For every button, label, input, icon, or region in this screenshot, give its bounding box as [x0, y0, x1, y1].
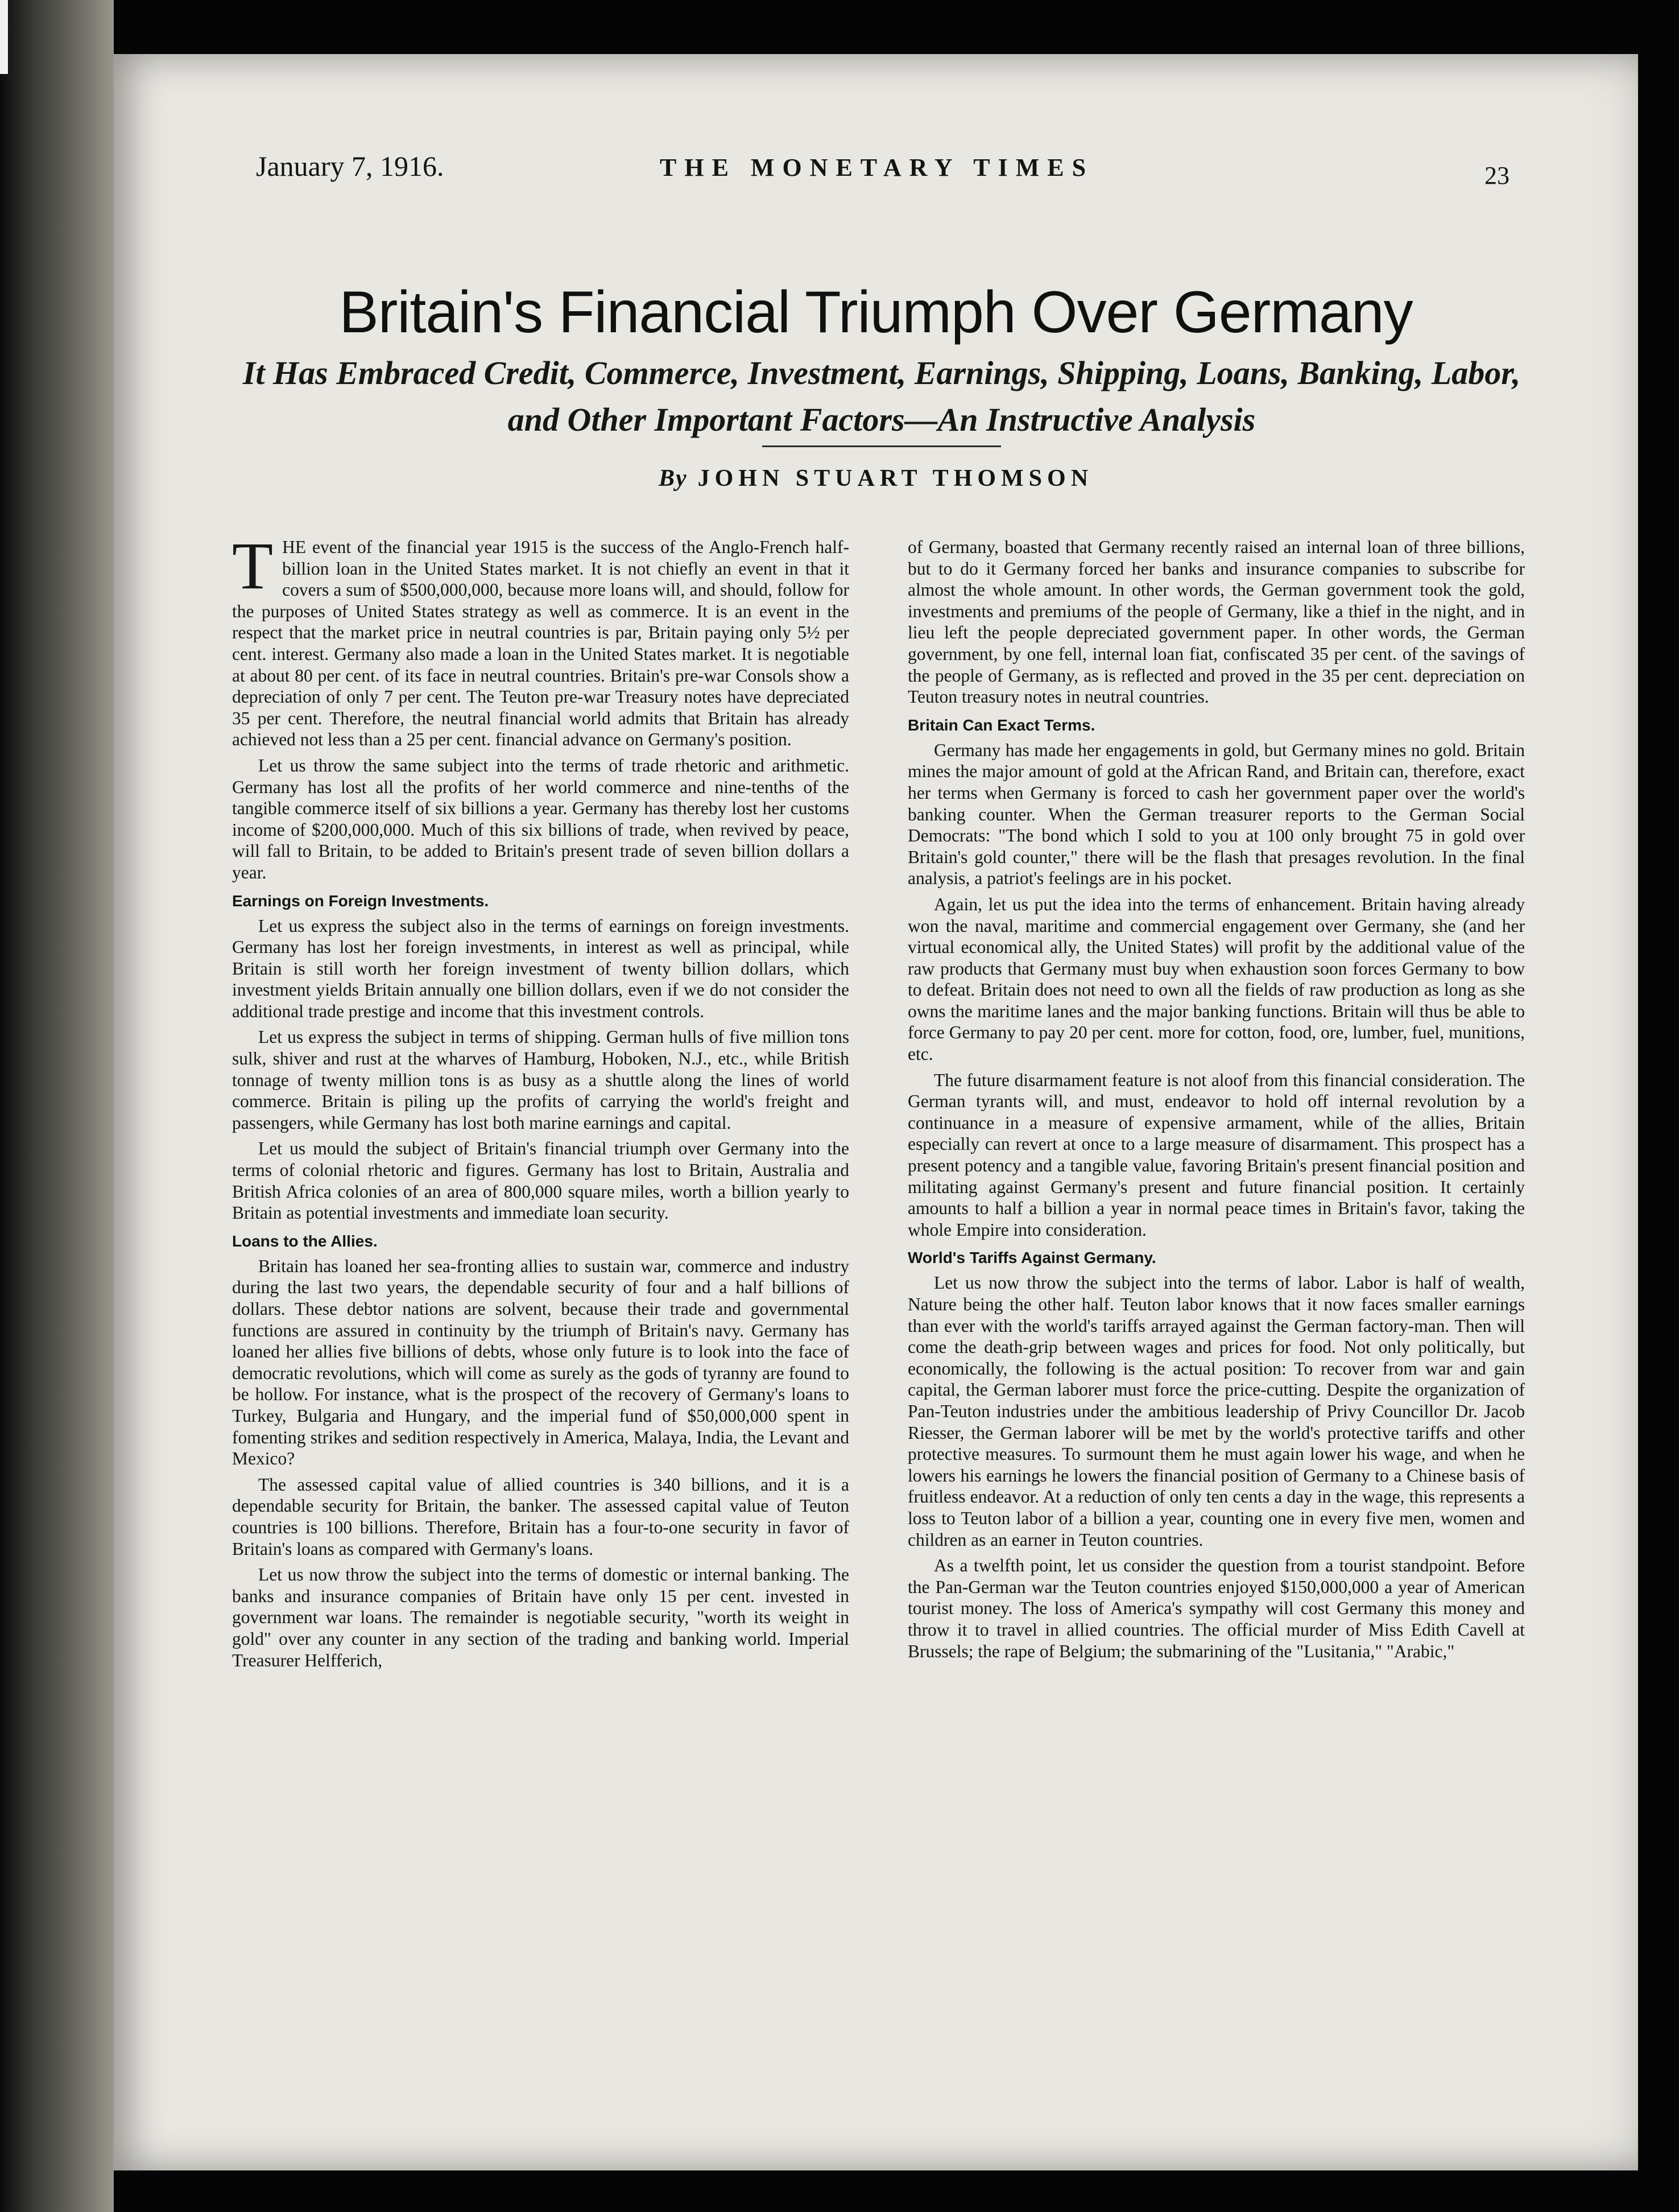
paragraph: The assessed capital value of allied countries is 340 billions, and it is a dependable security for Britain, the banker. The assessed capital value of Teuton countries is 100 billions. Therefore, Britain has a four-to-one security in favor of Britain's loans as compared with Germany's loans.: [232, 1474, 849, 1559]
paragraph: Britain has loaned her sea-fronting allies to sustain war, commerce and industry during the last two years, the dependable security of four and a half billions of dollars. These debtor nations are solvent, because their trade and governmental functions are assured in continuity by the triumph of Britain's navy. Germany has loaned her allies five billions of debts, whose only future is to look into the face of democratic revolutions, which will come as surely as the gods of tyranny are found to be hollow. For instance, what is the prospect of the recovery of Germany's loans to Turkey, Bulgaria and Hungary, and the imperial fund of $50,000,000 spent in fomenting strikes and sedition respectively in America, Malaya, India, the Levant and Mexico?: [232, 1256, 849, 1469]
section-heading-tariffs: World's Tariffs Against Germany.: [908, 1249, 1156, 1267]
right-column: [908, 537, 1525, 1662]
byline-prefix: By: [658, 465, 688, 492]
left-column: [232, 529, 849, 1671]
film-edge-mark: [0, 0, 8, 74]
book-spine: [0, 0, 114, 2212]
byline: [114, 465, 1638, 492]
paragraph: [232, 529, 849, 750]
paragraph: of Germany, boasted that Germany recently raised an internal loan of three billions, but to do it Germany forced her banks and insurance companies to subscribe for almost the whole amount. In other words, the German government took the gold, investments and premiums of the people of Germany, like a thief in the night, and in lieu left the people depreciated government paper. In other words, the German government, by one fell, internal loan fiat, confiscated 35 per cent. of the savings of the people of Germany, as is reflected and proved in the 35 per cent. depreciation on Teuton treasury notes in neutral countries.: [908, 537, 1525, 707]
paragraph: Let us now throw the subject into the terms of domestic or internal banking. The banks and insurance companies of Britain have only 15 per cent. invested in government war loans. The remainder is negotiable security, "worth its weight in gold" over any counter in any section of the trading and banking world. Imperial Treasurer Helfferich,: [232, 1565, 849, 1670]
publication-name: THE MONETARY TIMES: [660, 154, 1094, 181]
paragraph: Let us throw the same subject into the terms of trade rhetoric and arithmetic. Germany has lost all the profits of her world commerce and nine-tenths of the tangible commerce itself of six billions a year. Germany has thereby lost her customs income of $200,000,000. Much of this six billions of trade, when revived by peace, will fall to Britain, to be added to Britain's present trade of seven billion dollars a year.: [232, 755, 849, 882]
article-subtitle: It Has Embraced Credit, Commerce, Investment, Earnings, Shipping, Loans, Banking, Labor, and Other Important Factors—An Instructive Analysis: [242, 354, 1521, 438]
section-heading-loans: Loans to the Allies.: [232, 1232, 378, 1250]
running-head: [114, 150, 1638, 201]
issue-date: January 7, 1916.: [256, 150, 444, 182]
author-name: JOHN STUART THOMSON: [697, 465, 1094, 492]
title-divider: [762, 445, 1001, 447]
paragraph: Let us now throw the subject into the terms of labor. Labor is half of wealth, Nature being the other half. Teuton labor knows that it now faces smaller earnings than ever with the world's tariffs arrayed against the German factory-man. Then will come the death-grip between wages and prices for food. Not only politically, but economically, the following is the actual position: To recover from war and gain capital, the German laborer must force the price-cutting. Despite the organization of Pan-Teuton industries under the ambitious leadership of Privy Councillor Dr. Jacob Riesser, the German laborer will be met by the world's protective tariffs and other protective measures. To surmount them he must again lower his wage, and when he lowers his earnings he lowers the financial position of Germany to a Chinese basis of fruitless endeavor. At a reduction of only ten cents a day in the wage, this represents a loss to Teuton labor of a billion a year, counting one in every five men, women and children as an earner in Teuton countries.: [908, 1273, 1525, 1550]
paragraph: Let us express the subject also in the terms of earnings on foreign investments. Germany has lost her foreign investments, in interest as well as principal, while Britain is still worth her foreign investment of twenty billion dollars, which investment yields Britain annually one billion dollars, even if we do not consider the additional trade prestige and income that this investment controls.: [232, 915, 849, 1021]
magazine-page: [114, 54, 1638, 2170]
section-heading-earnings: Earnings on Foreign Investments.: [232, 892, 489, 910]
paragraph: The future disarmament feature is not aloof from this financial consideration. The German tyrants will, and must, endeavor to hold off internal revolution by a continuance in a measure of expensive armament, while of the allies, Britain especially can revert at once to a large measure of disarmament. This prospect has a present potency and a tangible value, favoring Britain's present financial position and militating against Germany's present and future financial position. It certainly amounts to half a billion a year in normal peace times in Britain's favor, taking the whole Empire into consideration.: [908, 1070, 1525, 1240]
drop-cap: T: [232, 529, 274, 603]
paragraph-text: HE event of the financial year 1915 is the success of the Anglo-French half-billion loan in the United States market. It is not chiefly an event in that it covers a sum of $500,000,000, because more loans will, and should, follow for the purposes of United States strategy as well as commerce. It is an event in the respect that the market price in neutral countries is par, Britain paying only 5½ per cent. interest. Germany also made a loan in the United States market. It is negotiable at about 80 per cent. of its face in neutral countries. Britain's pre-war Consols show a depreciation of only 7 per cent. The Teuton pre-war Treasury notes have depreciated 35 per cent. Therefore, the neutral financial world admits that Britain has already achieved not less than a 25 per cent. financial advance on Germany's position.: [232, 537, 849, 750]
article-title: Britain's Financial Triumph Over Germany: [339, 279, 1413, 345]
paragraph: Again, let us put the idea into the terms of enhancement. Britain having already won the naval, maritime and commercial engagement over Germany, she (and her virtual economical ally, the United States) will profit by the additional value of the raw products that Germany must buy when exhaustion soon forces Germany to bow to defeat. Britain does not need to own all the fields of raw production as long as she owns the maritime lanes and the major banking functions. Britain will thus be able to force Germany to pay 20 per cent. more for cotton, food, ore, lumber, fuel, munitions, etc.: [908, 894, 1525, 1064]
paragraph: Let us mould the subject of Britain's financial triumph over Germany into the terms of colonial rhetoric and figures. Germany has lost to Britain, Australia and British Africa colonies of an area of 800,000 square miles, worth a billion yearly to Britain as potential investments and immediate loan security.: [232, 1138, 849, 1223]
paragraph: Let us express the subject in terms of shipping. German hulls of five million tons sulk, shiver and rust at the wharves of Hamburg, Hoboken, N.J., etc., while British tonnage of twenty million tons is as busy as a shuttle along the lines of world commerce. Britain is piling up the profits of carrying the world's freight and passengers, while Germany has lost both marine earnings and capital.: [232, 1027, 849, 1133]
paragraph: Germany has made her engagements in gold, but Germany mines no gold. Britain mines the major amount of gold at the African Rand, and Britain can, therefore, exact her terms when Germany is forced to cash her government paper over the world's banking counter. When the German treasurer reports to the German Social Democrats: "The bond which I sold to you at 100 only brought 75 in gold over Britain's gold counter," there will be the flash that presages revolution. In the final analysis, a patriot's feelings are in his pocket.: [908, 740, 1525, 889]
section-heading-terms: Britain Can Exact Terms.: [908, 716, 1095, 734]
paragraph: As a twelfth point, let us consider the question from a tourist standpoint. Before the Pan-German war the Teuton countries enjoyed $150,000,000 a year of American tourist money. The loss of America's sympathy will cost Germany this money and throw it to travel in allied countries. The official murder of Miss Edith Cavell at Brussels; the rape of Belgium; the submarining of the "Lusitania," "Arabic,": [908, 1555, 1525, 1661]
page-number: 23: [1484, 162, 1510, 189]
